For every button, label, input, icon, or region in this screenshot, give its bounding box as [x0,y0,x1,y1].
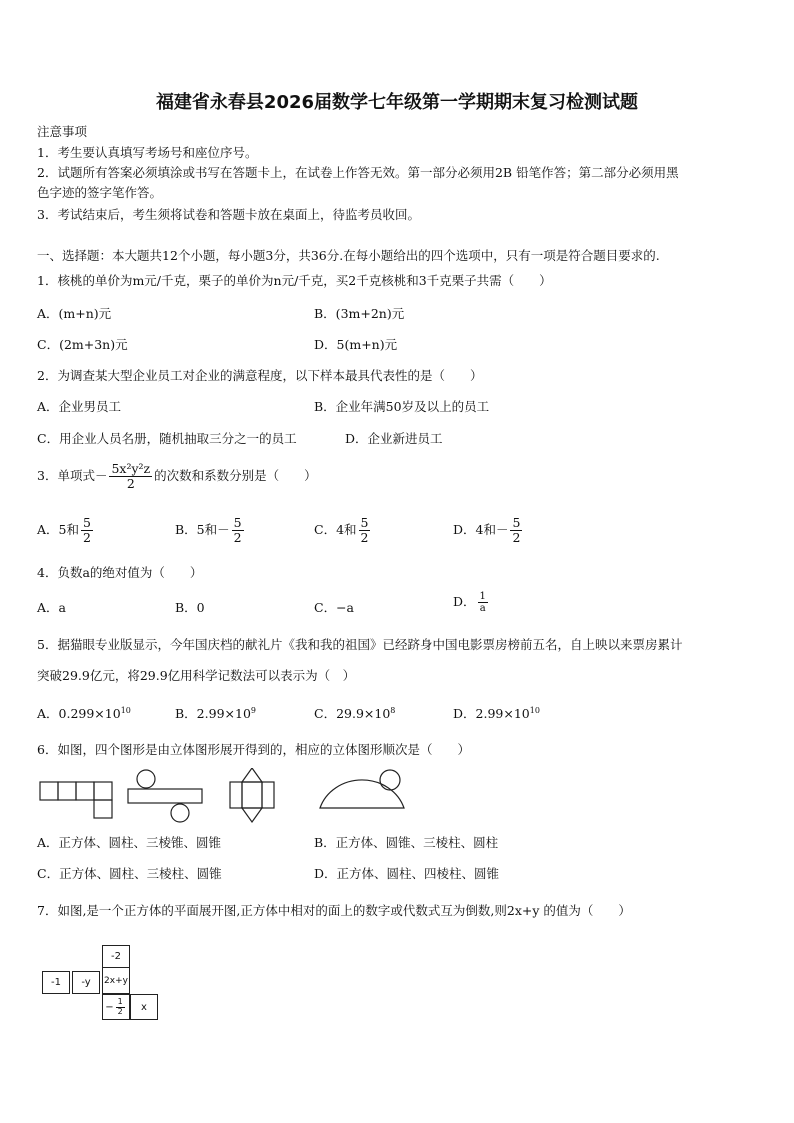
q7-bottom-fraction [116,998,125,1017]
q5-b-base: B．2.99×10 [175,706,251,721]
q6-option-a[interactable]: A．正方体、圆柱、三棱锥、圆锥 [37,835,222,850]
notice-heading: 注意事项 [37,124,88,139]
q3-option-a[interactable] [37,516,95,545]
q3-prefix: 3．单项式－ [37,467,108,483]
question-4-stem: 4．负数a的绝对值为（ ） [37,565,203,580]
q1-option-d[interactable]: D．5(m+n)元 [314,337,398,352]
q3-option-b[interactable] [175,516,246,545]
question-1-stem: 1．核桃的单价为m元/千克，栗子的单价为n元/千克，买2千克核桃和3千克栗子共需（ ） [37,273,552,288]
cylinder-net-figure [128,770,202,822]
q7-cell-top: -2 [102,945,130,968]
q2-option-c[interactable]: C．用企业人员名册，随机抽取三分之一的员工 [37,431,297,446]
q3-option-c[interactable] [314,516,372,545]
q4-option-b[interactable]: B．0 [175,600,205,615]
q7-cell-bottom [102,994,130,1020]
q7-bottom-sign: − [105,1001,114,1013]
notice-item-1: 1．考生要认真填写考场号和座位序号。 [37,145,258,160]
question-5-line1: 5．据猫眼专业版显示，今年国庆档的献礼片《我和我的祖国》已经跻身中国电影票房榜前五名，自上映以来票房累计 [37,637,683,652]
q6-option-c[interactable]: C．正方体、圆柱、三棱柱、圆锥 [37,866,222,881]
q3-c-label: C．4和 [314,521,357,537]
q3-c-fraction [359,516,371,545]
q7-bottom-den: 2 [117,1006,123,1016]
cube-net-figure [40,782,112,818]
q7-cell-center: 2x+y [102,967,130,994]
q2-option-b[interactable]: B．企业年满50岁及以上的员工 [314,399,490,414]
q3-a-fraction [81,516,93,545]
q5-d-exp: 10 [529,705,540,715]
q5-a-base: A．0.299×10 [37,706,121,721]
question-3-stem [37,462,317,491]
q3-a-num: 5 [82,515,91,530]
q5-a-exp: 10 [120,705,131,715]
question-2-stem: 2．为调查某大型企业员工对企业的满意程度，以下样本最具代表性的是（ ） [37,368,483,383]
q7-cell-left1: -1 [42,971,70,994]
q5-option-c[interactable] [314,704,395,722]
q3-suffix: 的次数和系数分别是（ ） [154,467,317,483]
q3-b-fraction [232,516,244,545]
q4-d-den: a [479,603,486,614]
notice-item-3: 3．考试结束后，考生须将试卷和答题卡放在桌面上，待监考员收回。 [37,207,420,222]
cone-net-figure [320,770,404,808]
q5-option-d[interactable] [453,704,540,722]
q5-option-b[interactable] [175,704,256,722]
q3-monomial-numerator: 5x²y²z [111,461,151,476]
q3-c-num: 5 [360,515,369,530]
q3-monomial-denominator: 2 [126,475,135,491]
q4-option-a[interactable]: A．a [37,600,66,615]
q5-b-exp: 9 [250,705,256,715]
q7-bottom-num: 1 [117,996,123,1006]
question-5-line2: 突破29.9亿元，将29.9亿用科学记数法可以表示为（ ） [37,668,356,683]
q5-c-exp: 8 [390,705,396,715]
q3-d-num: 5 [512,515,521,530]
q6-option-b[interactable]: B．正方体、圆锥、三棱柱、圆柱 [314,835,499,850]
q4-d-fraction [478,591,488,614]
notice-item-2: 2．试题所有答案必须填涂或书写在答题卡上，在试卷上作答无效。第一部分必须用2B 铅笔作答；第二部分必须用黑 [37,165,679,180]
q3-d-fraction [510,516,522,545]
q3-monomial-fraction [109,462,152,491]
q4-option-c[interactable]: C．−a [314,600,354,615]
q3-b-num: 5 [233,515,242,530]
q7-cell-right: x [130,994,158,1020]
q2-option-a[interactable]: A．企业男员工 [37,399,122,414]
q3-a-label: A．5和 [37,521,79,537]
q2-option-d[interactable]: D．企业新进员工 [345,431,443,446]
q5-option-a[interactable] [37,704,131,722]
q7-cell-left2: -y [72,971,100,994]
q3-d-label: D．4和－ [453,521,509,537]
q4-d-num: 1 [479,591,486,602]
section-heading: 一、选择题：本大题共12个小题，每小题3分，共36分.在每小题给出的四个选项中，只有一项是符合题目要求的. [37,248,660,263]
q3-a-den: 2 [82,529,91,545]
q4-option-d[interactable] [453,591,490,614]
q1-option-a[interactable]: A．(m+n)元 [37,306,112,321]
notice-item-2-cont: 色字迹的签字笔作答。 [37,185,163,200]
question-6-stem: 6．如图，四个图形是由立体图形展开得到的，相应的立体图形顺次是（ ） [37,742,470,757]
q3-b-den: 2 [233,529,242,545]
q1-option-b[interactable]: B．(3m+2n)元 [314,306,405,321]
q4-d-label: D． [453,594,476,609]
q3-option-d[interactable] [453,516,524,545]
page-title: 福建省永春县2026届数学七年级第一学期期末复习检测试题 [155,92,639,113]
q5-d-base: D．2.99×10 [453,706,530,721]
prism-net-figure [230,768,274,822]
question-7-stem: 7．如图,是一个正方体的平面展开图,正方体中相对的面上的数字或代数式互为倒数,则2x+y 的值为（ ） [37,903,631,918]
q5-c-base: C．29.9×10 [314,706,391,721]
q3-b-label: B．5和－ [175,521,230,537]
q1-option-c[interactable]: C．(2m+3n)元 [37,337,128,352]
q3-d-den: 2 [512,529,521,545]
q3-c-den: 2 [360,529,369,545]
q6-option-d[interactable]: D．正方体、圆柱、四棱柱、圆锥 [314,866,500,881]
q6-nets-figure [38,768,408,824]
